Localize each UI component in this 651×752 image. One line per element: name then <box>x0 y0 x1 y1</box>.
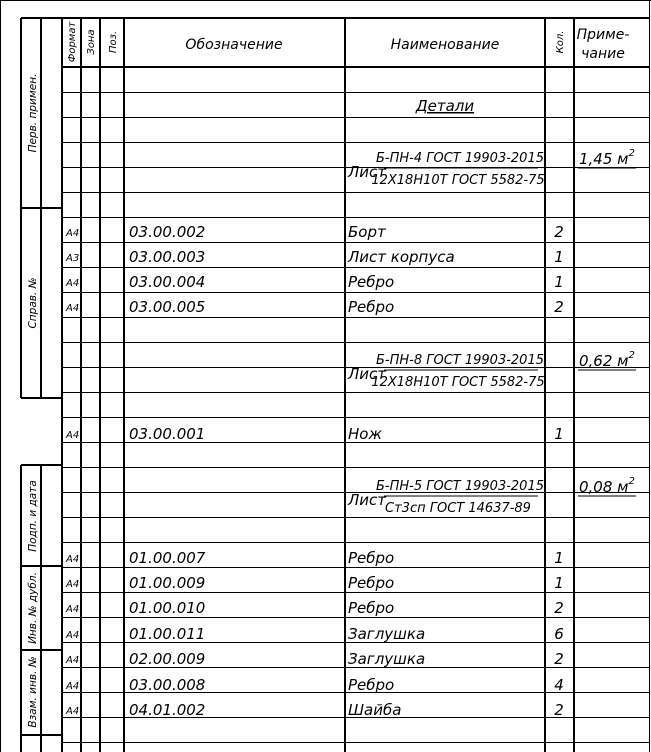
row-qty: 1 <box>554 248 564 266</box>
row-qty: 2 <box>554 599 564 617</box>
material-top: Б-ПН-4 ГОСТ 19903-2015 <box>375 151 545 166</box>
row-name: Борт <box>348 223 386 241</box>
row-format: А4 <box>66 706 80 717</box>
side-label-inv-dubl: Инв. № дубл. <box>27 572 39 644</box>
material-note-value: 0,08 м <box>579 478 629 496</box>
row-name: Нож <box>348 425 382 443</box>
row-qty: 6 <box>554 625 564 643</box>
row-designation: 04.01.002 <box>129 701 206 719</box>
row-designation: 01.00.007 <box>129 549 206 567</box>
row-qty: 1 <box>554 574 564 592</box>
row-designation: 03.00.004 <box>129 273 206 291</box>
material-note <box>579 148 635 168</box>
row-name: Заглушка <box>348 625 426 643</box>
row-format: А3 <box>66 253 80 264</box>
row-format: А4 <box>66 228 80 239</box>
row-name: Ребро <box>348 599 395 617</box>
material-prefix: Лист <box>348 163 387 181</box>
table-row <box>65 676 564 694</box>
row-qty: 2 <box>554 701 564 719</box>
table-row <box>65 223 564 241</box>
material-bottom: 12Х18Н10Т ГОСТ 5582-75 <box>371 375 545 390</box>
material-entry <box>347 148 636 188</box>
row-name: Ребро <box>348 549 395 567</box>
material-note <box>579 350 635 370</box>
material-top: Б-ПН-5 ГОСТ 19903-2015 <box>375 479 545 494</box>
table-row <box>65 549 564 567</box>
row-name: Заглушка <box>348 650 426 668</box>
row-designation: 03.00.008 <box>129 676 206 694</box>
row-qty: 4 <box>554 676 564 694</box>
material-note <box>579 476 635 496</box>
row-name: Шайба <box>348 701 402 719</box>
table-row <box>65 248 564 266</box>
row-format: А4 <box>66 554 80 565</box>
row-designation: 01.00.010 <box>129 599 206 617</box>
row-qty: 2 <box>554 650 564 668</box>
table-row <box>65 625 564 643</box>
row-format: А4 <box>66 278 80 289</box>
side-label-sprav-no: Справ. № <box>27 277 39 329</box>
row-lines <box>62 93 649 743</box>
header-qty: Кол. <box>555 30 566 54</box>
side-label-podp-i-data: Подп. и дата <box>27 480 39 552</box>
row-name: Ребро <box>348 676 395 694</box>
row-designation: 03.00.003 <box>129 248 206 266</box>
material-note-sup: 2 <box>628 350 635 361</box>
row-designation: 03.00.001 <box>129 425 206 443</box>
header-note-line1: Приме- <box>576 27 630 43</box>
row-designation: 02.00.009 <box>129 650 206 668</box>
row-qty: 2 <box>554 223 564 241</box>
row-format: А4 <box>66 681 80 692</box>
header-pos: Поз. <box>108 30 119 54</box>
table-row <box>65 574 564 592</box>
material-bottom: 12Х18Н10Т ГОСТ 5582-75 <box>371 173 545 188</box>
material-note-sup: 2 <box>628 476 635 487</box>
side-label-vzam-inv: Взам. инв. № <box>27 656 39 728</box>
header-designation: Обозначение <box>185 37 283 53</box>
table-rows <box>65 223 564 719</box>
row-format: А4 <box>66 303 80 314</box>
material-note-value: 1,45 м <box>579 150 629 168</box>
row-qty: 2 <box>554 298 564 316</box>
table-row <box>65 298 564 316</box>
row-format: А4 <box>66 430 80 441</box>
row-designation: 01.00.011 <box>129 625 206 643</box>
material-note-value: 0,62 м <box>579 352 629 370</box>
row-name: Ребро <box>348 574 395 592</box>
row-format: А4 <box>66 604 80 615</box>
material-bottom: Ст3сп ГОСТ 14637-89 <box>385 501 531 516</box>
material-note-sup: 2 <box>628 148 635 159</box>
row-qty: 1 <box>554 549 564 567</box>
row-format: А4 <box>66 655 80 666</box>
row-format: А4 <box>66 579 80 590</box>
row-name: Ребро <box>348 273 395 291</box>
table-row <box>65 273 564 291</box>
material-top: Б-ПН-8 ГОСТ 19903-2015 <box>375 353 545 368</box>
material-prefix: Лист <box>348 491 387 509</box>
table-row <box>65 425 564 443</box>
table-row <box>65 701 564 719</box>
side-label-perv-primen: Перв. примен. <box>27 73 39 153</box>
row-name: Лист корпуса <box>348 248 455 266</box>
row-format: А4 <box>66 630 80 641</box>
table-row <box>65 599 564 617</box>
section-title: Детали <box>415 97 475 115</box>
table-row <box>65 650 564 668</box>
material-prefix: Лист <box>348 365 387 383</box>
row-designation: 03.00.002 <box>129 223 206 241</box>
material-entry <box>347 350 636 390</box>
header-zone: Зона <box>86 29 97 55</box>
header-name: Наименование <box>390 37 500 53</box>
row-qty: 1 <box>554 273 564 291</box>
material-entry <box>347 476 636 516</box>
row-designation: 01.00.009 <box>129 574 206 592</box>
header-format: Формат <box>67 21 78 63</box>
header-note-line2: чание <box>581 46 625 62</box>
row-designation: 03.00.005 <box>129 298 206 316</box>
row-name: Ребро <box>348 298 395 316</box>
row-qty: 1 <box>554 425 564 443</box>
materials <box>347 148 636 516</box>
